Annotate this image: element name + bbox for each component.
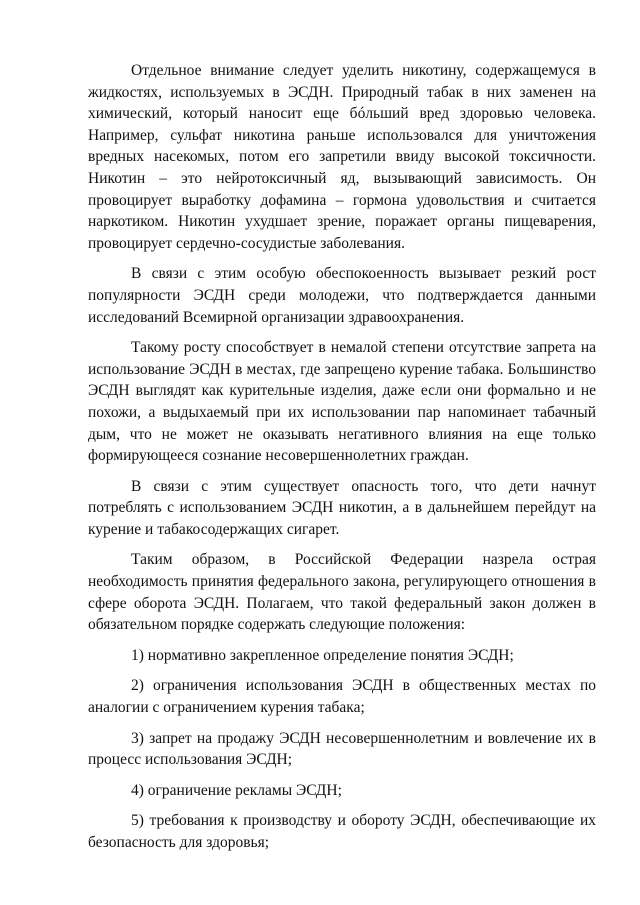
paragraph-federal-law: Таким образом, в Российской Федерации назрела острая необходимость принятия федерального закона, регулирующего отношения в сфере оборота ЭСДН. Полагаем, что такой федеральный закон должен в обязательном порядке содержать следующие положения: <box>88 551 596 634</box>
list-item-definition: 1) нормативно закрепленное определение понятия ЭСДН; <box>131 646 514 664</box>
paragraph-children-risk: В связи с этим существует опасность того, что дети начнут потреблять с использованием ЭСДН никотин, а в дальнейшем перейдут на курение и табакосодержащих сигарет. <box>88 477 596 538</box>
document-page <box>88 60 596 863</box>
list-item-advertising: 4) ограничение рекламы ЭСДН; <box>131 781 342 799</box>
paragraph-lack-of-ban: Такому росту способствует в немалой степени отсутствие запрета на использование ЭСДН в местах, где запрещено курение табака. Большинство ЭСДН выглядят как курительные изделия, даже если они формально и не похожи, а выдыхаемый при их использовании пар напоминает табачный дым, что не может не оказывать негативного влияния на еще только формирующееся сознание несовершеннолетних граждан. <box>88 339 596 465</box>
paragraph-nicotine-harm: Отдельное внимание следует уделить никотину, содержащемуся в жидкостях, используемых в ЭСДН. Природный табак в них заменен на химический, который наносит еще бóльший вред здоровью человека. Например, сульфат никотина раньше использовался для уничтожения вредных насекомых, потом его запретили ввиду высокой токсичности. Никотин – это нейротоксичный яд, вызывающий зависимость. Он провоцирует выработку дофамина – гормона удовольствия и считается наркотиком. Никотин ухудшает зрение, поражает органы пищеварения, провоцирует сердечно-сосудистые заболевания. <box>88 62 596 252</box>
list-item-public-places: 2) ограничения использования ЭСДН в общественных местах по аналогии с ограничением курения табака; <box>88 677 596 717</box>
list-item-production-requirements: 5) требования к производству и обороту ЭСДН, обеспечивающие их безопасность для здоровья; <box>88 812 596 851</box>
list-item-sale-ban: 3) запрет на продажу ЭСДН несовершеннолетним и вовлечение их в процесс использования ЭСДН; <box>88 729 596 769</box>
paragraph-youth-popularity: В связи с этим особую обеспокоенность вызывает резкий рост популярности ЭСДН среди молодежи, что подтверждается данными исследований Всемирной организации здравоохранения. <box>88 265 596 326</box>
